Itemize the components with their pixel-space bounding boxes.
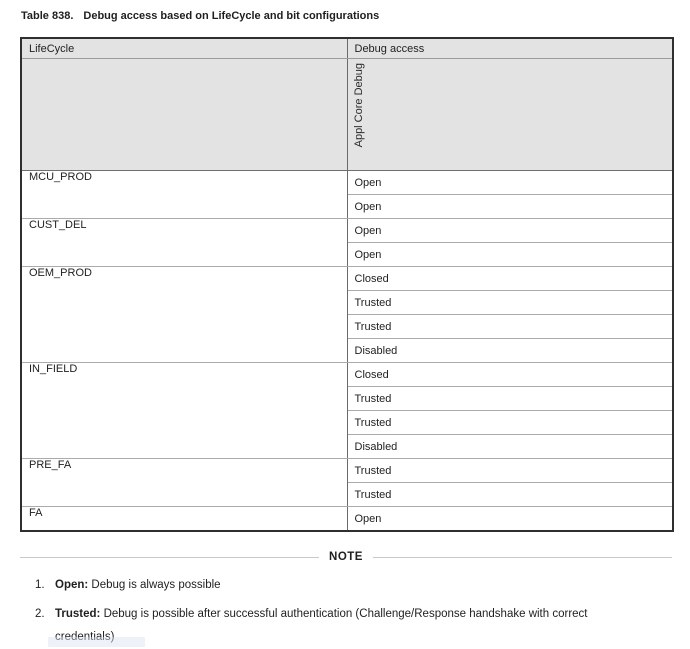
note-section [20,549,672,649]
table-row [21,267,673,291]
note-item [20,574,672,597]
debug-access-cell: Open [347,195,673,219]
debug-access-cell: Trusted [347,387,673,411]
debug-access-cell: Trusted [347,411,673,435]
subheader-rotated-cell [347,59,673,171]
note-item-term: Open: [55,579,89,591]
note-item-number: 2. [35,608,45,620]
debug-access-cell: Trusted [347,315,673,339]
table-row [21,363,673,387]
table-row [21,507,673,532]
note-item-number: 1. [35,579,45,591]
table-number: Table 838. [21,10,74,22]
note-heading-row [20,549,672,565]
lifecycle-cell: IN_FIELD [21,363,347,459]
note-item-body: Debug is possible after successful authentication (Challenge/Response handshake with correct credentials) [55,608,588,643]
debug-access-table [20,37,674,532]
debug-access-cell: Disabled [347,435,673,459]
table-row [21,219,673,243]
lifecycle-cell: FA [21,507,347,532]
debug-access-cell: Open [347,243,673,267]
cropped-page-fragment [48,637,145,647]
rotated-header-label: Appl Core Debug [352,63,365,148]
debug-access-cell: Open [347,507,673,532]
debug-access-cell: Closed [347,363,673,387]
column-header-lifecycle: LifeCycle [21,38,347,59]
debug-access-cell: Open [347,171,673,195]
debug-access-cell: Disabled [347,339,673,363]
column-header-debug-access: Debug access [347,38,673,59]
table-title-text: Debug access based on LifeCycle and bit configurations [83,10,380,22]
debug-access-cell: Trusted [347,483,673,507]
table-header-row [21,38,673,59]
table-subheader-row [21,59,673,171]
debug-access-cell: Trusted [347,459,673,483]
debug-access-cell: Open [347,219,673,243]
note-heading: NOTE [329,551,363,563]
debug-access-table-container [20,37,674,532]
note-item-text [55,574,630,597]
lifecycle-cell: PRE_FA [21,459,347,507]
note-rule-left [20,557,319,558]
table-caption [21,10,379,22]
table-row [21,171,673,195]
note-item-body: Debug is always possible [88,579,221,591]
note-rule-right [373,557,672,558]
debug-access-cell: Trusted [347,291,673,315]
table-row [21,459,673,483]
lifecycle-cell: MCU_PROD [21,171,347,219]
lifecycle-cell: CUST_DEL [21,219,347,267]
debug-access-cell: Closed [347,267,673,291]
note-item-term: Trusted: [55,608,101,620]
subheader-spacer-cell [21,59,347,171]
lifecycle-cell: OEM_PROD [21,267,347,363]
